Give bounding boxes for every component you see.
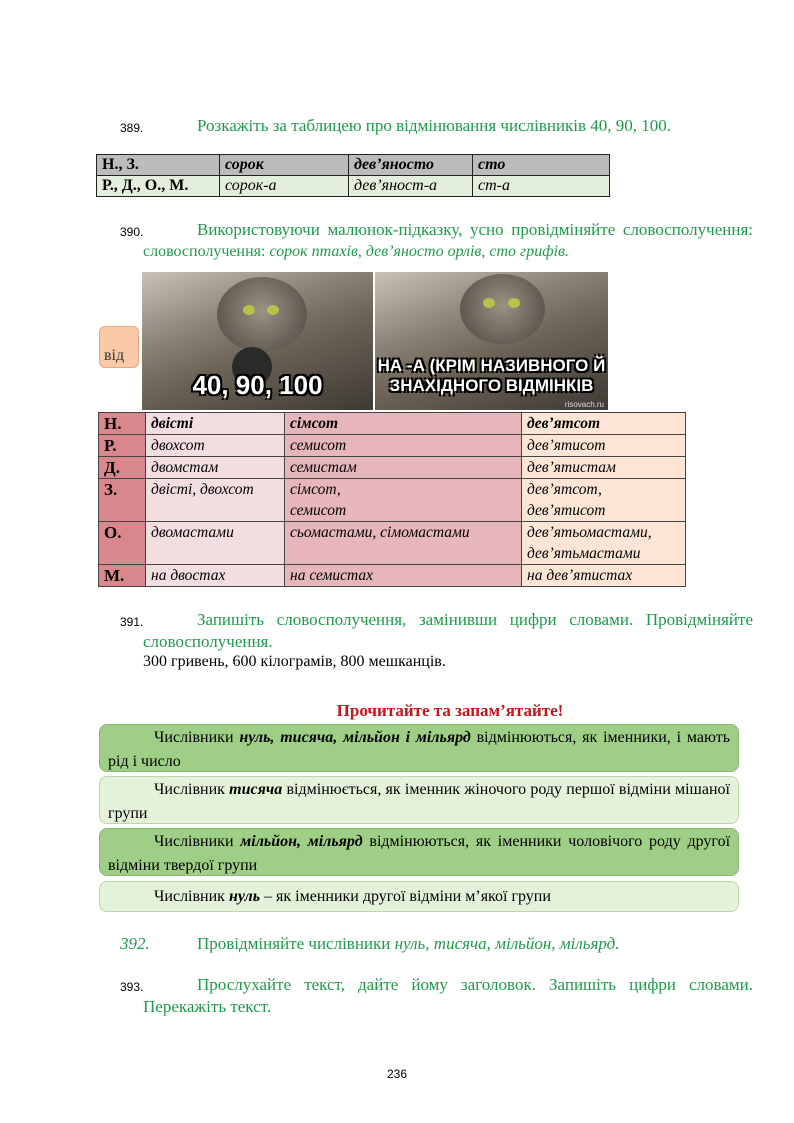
table-cell: двісті, двохсот <box>146 479 285 522</box>
rule-text: відмінюється, як іменник жіночого роду першої відміни мішаної групи <box>108 781 730 822</box>
declension-table-40-90-100 <box>96 154 610 197</box>
rule-text: відмінюються, як іменники, і мають рід і число <box>108 729 730 770</box>
page-number: 236 <box>386 1067 408 1081</box>
table-cell: двісті <box>146 413 285 435</box>
side-tab <box>99 326 139 368</box>
rule-box <box>99 776 739 824</box>
table-cell: сорок <box>220 155 349 176</box>
exercise-text: Провідміняйте числівники <box>197 934 395 953</box>
table-cell: дев’ятьомастами, дев’ятьмастами <box>522 522 686 565</box>
rule-text: Числівник <box>154 781 230 798</box>
image-caption-line: ЗНАХІДНОГО ВІДМІНКІВ <box>389 376 594 395</box>
rule-term: нуль, тисяча, мільйон і мільярд <box>239 729 471 746</box>
table-cell: на дев’ятистах <box>522 565 686 587</box>
table-cell: М. <box>99 565 146 587</box>
table-cell: на семистах <box>285 565 522 587</box>
table-cell: Н., З. <box>97 155 220 176</box>
table-cell: ст-а <box>473 176 610 197</box>
rule-text: – як іменники другої відміни м’якої групи <box>260 888 551 905</box>
table-cell: сімсот <box>285 413 522 435</box>
table-cell: на двостах <box>146 565 285 587</box>
table-cell: сто <box>473 155 610 176</box>
table-cell: сорок-а <box>220 176 349 197</box>
table-cell: Д. <box>99 457 146 479</box>
exercise-text: Запишіть словосполучення, замінивши цифри словами. Провідміняйте словосполучення. <box>143 610 753 651</box>
table-cell: Р. <box>99 435 146 457</box>
table-cell: О. <box>99 522 146 565</box>
declension-table-hundreds <box>98 412 686 587</box>
cat-meme-image-1 <box>142 272 373 410</box>
exercise-number: 391. <box>120 615 144 629</box>
table-cell: Р., Д., О., М. <box>97 176 220 197</box>
rule-text: Числівники <box>154 833 241 850</box>
image-caption-line: НА -А (КРІМ НАЗИВНОГО Й <box>377 356 606 375</box>
image-watermark: risovach.ru <box>564 400 604 409</box>
exercise-text: Розкажіть за таблицею про відмінювання числівників 40, 90, 100. <box>197 116 672 135</box>
table-cell: сімсот, семисот <box>285 479 522 522</box>
exercise-number: 392. <box>120 934 150 953</box>
table-cell: двомастами <box>146 522 285 565</box>
rule-text: Числівники <box>154 729 240 746</box>
exercise-examples: сорок птахів, дев’яносто орлів, сто грифів. <box>269 243 569 260</box>
table-cell: дев’яност-а <box>349 176 473 197</box>
table-cell: двомстам <box>146 457 285 479</box>
rule-term: мільйон, мільярд <box>240 833 363 850</box>
exercise-words: нуль, тисяча, мільйон, мільярд. <box>394 934 620 953</box>
table-cell: дев’ятсот, дев’ятисот <box>522 479 686 522</box>
rule-term: тисяча <box>229 781 283 798</box>
rule-text: Числівник <box>154 888 229 905</box>
table-cell: дев’яносто <box>349 155 473 176</box>
exercise-number: 393. <box>120 980 144 994</box>
cat-meme-image-2 <box>375 272 608 410</box>
rule-heading: Прочитайте та запам’ятайте! <box>336 701 564 720</box>
table-cell: семисот <box>285 435 522 457</box>
exercise-text: Прослухайте текст, дайте йому заголовок. Запишіть цифри словами. Перекажіть текст. <box>143 975 753 1016</box>
rule-text: відмінюються, як іменники чоловічого роду другої відміни твердої групи <box>108 833 731 874</box>
table-cell: Н. <box>99 413 146 435</box>
exercise-text-cont: словосполучення: <box>143 243 270 260</box>
rule-term: нуль <box>228 888 261 905</box>
rule-box <box>99 881 739 912</box>
table-cell: З. <box>99 479 146 522</box>
rule-box <box>99 828 739 876</box>
exercise-number: 390. <box>120 225 144 239</box>
side-tab-label: від <box>104 347 125 364</box>
table-cell: дев’ятисот <box>522 435 686 457</box>
image-caption: 40, 90, 100 <box>192 370 323 400</box>
exercise-text: Використовуючи малюнок-підказку, усно провідміняйте словосполучення: <box>197 220 753 239</box>
table-cell: дев’ятистам <box>522 457 686 479</box>
table-cell: двохсот <box>146 435 285 457</box>
table-cell: сьомастами, сімомастами <box>285 522 522 565</box>
exercise-line: 300 гривень, 600 кілограмів, 800 мешканців. <box>143 653 446 670</box>
exercise-number: 389. <box>120 121 144 135</box>
table-cell: дев’ятсот <box>522 413 686 435</box>
table-cell: семистам <box>285 457 522 479</box>
rule-box <box>99 724 739 772</box>
